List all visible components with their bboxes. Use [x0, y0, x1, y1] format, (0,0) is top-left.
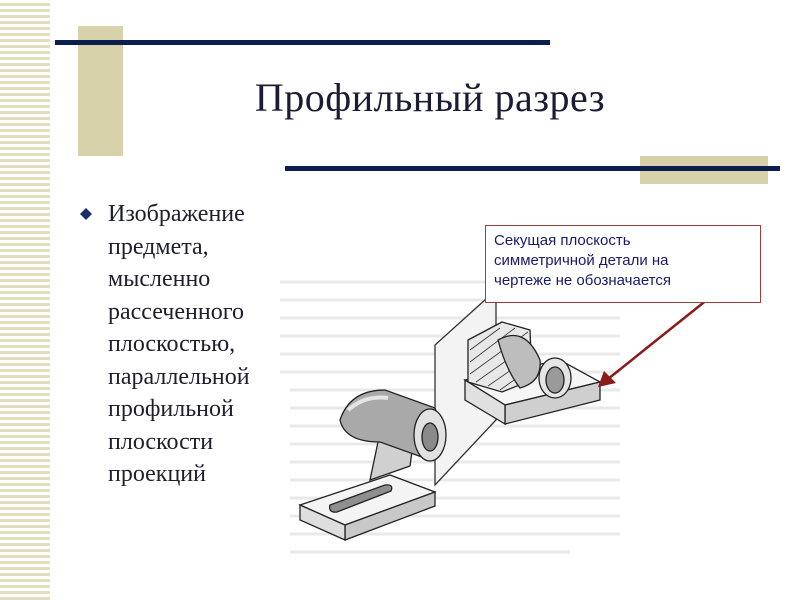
- bullet-line: предмета,: [108, 233, 209, 260]
- callout-line: симметричной детали на: [494, 252, 669, 269]
- diamond-bullet-icon: [80, 208, 92, 220]
- decorative-stripes: [0, 0, 50, 600]
- callout-line: Секущая плоскость: [494, 232, 631, 249]
- bullet-line: параллельной: [108, 363, 250, 390]
- bullet-line: профильной: [108, 396, 234, 422]
- bullet-line: мысленно: [108, 266, 211, 292]
- top-rule: [55, 40, 550, 45]
- arrow-pointer-icon: [590, 295, 720, 395]
- part-illustration: [270, 270, 630, 575]
- callout-box: [485, 225, 761, 303]
- bullet-line: плоскостью,: [108, 331, 236, 357]
- top-tan-block: [78, 26, 123, 156]
- bullet-line: плоскости: [108, 428, 214, 455]
- slide-title: Профильный разрез: [254, 75, 606, 120]
- callout-line: чертеже не обозначается: [494, 272, 671, 289]
- bullet-line: проекций: [108, 461, 206, 487]
- bullet-line: рассеченного: [108, 298, 244, 325]
- bottom-rule: [285, 166, 780, 171]
- bullet-line: Изображение: [108, 201, 245, 227]
